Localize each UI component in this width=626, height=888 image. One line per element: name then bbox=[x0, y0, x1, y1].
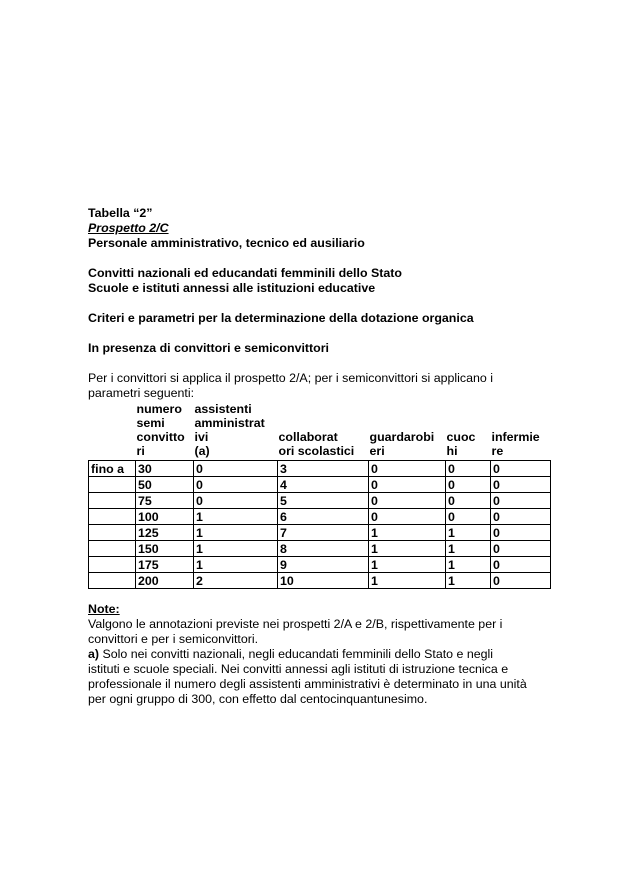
table-cell: 0 bbox=[369, 509, 446, 525]
table-cell: 0 bbox=[194, 493, 278, 509]
table-cell: 0 bbox=[194, 461, 278, 477]
table-row bbox=[89, 477, 551, 493]
table-cell: 100 bbox=[136, 509, 194, 525]
table-cell: 0 bbox=[491, 509, 551, 525]
header-numero-semiconvittori: numero semi convitto ri bbox=[136, 402, 185, 458]
table-cell: 5 bbox=[278, 493, 369, 509]
table-cell: 9 bbox=[278, 557, 369, 573]
header-collaboratori-scolastici: collaborat ori scolastici bbox=[278, 430, 355, 458]
table-cell: 0 bbox=[491, 525, 551, 541]
header-cuochi: cuoc hi bbox=[446, 430, 476, 458]
table-cell: 10 bbox=[278, 573, 369, 589]
document-page bbox=[88, 206, 558, 707]
table-cell: 1 bbox=[446, 525, 491, 541]
table-cell: 0 bbox=[369, 461, 446, 477]
table-cell: 2 bbox=[194, 573, 278, 589]
table-row bbox=[89, 493, 551, 509]
intro-line-2: parametri seguenti: bbox=[88, 386, 195, 400]
table-cell: 1 bbox=[369, 541, 446, 557]
table-cell: 0 bbox=[491, 477, 551, 493]
table-cell: 3 bbox=[278, 461, 369, 477]
spacer bbox=[88, 326, 558, 341]
spacer bbox=[88, 356, 558, 371]
table-cell: 1 bbox=[446, 573, 491, 589]
table-cell bbox=[89, 525, 136, 541]
table-cell: 150 bbox=[136, 541, 194, 557]
table-cell: 8 bbox=[278, 541, 369, 557]
table-cell: 0 bbox=[491, 541, 551, 557]
notes-section bbox=[88, 602, 558, 707]
table-cell: 4 bbox=[278, 477, 369, 493]
table-cell: 6 bbox=[278, 509, 369, 525]
prospetto-label: Prospetto 2/C bbox=[88, 221, 169, 235]
table-cell bbox=[89, 493, 136, 509]
table-cell: 0 bbox=[369, 477, 446, 493]
table-row bbox=[89, 573, 551, 589]
presenza-heading: In presenza di convittori e semiconvittori bbox=[88, 341, 329, 355]
table-row bbox=[89, 541, 551, 557]
table-cell: 7 bbox=[278, 525, 369, 541]
table-row bbox=[89, 509, 551, 525]
table-cell: 1 bbox=[369, 525, 446, 541]
header-infermiere: infermie re bbox=[491, 430, 540, 458]
table-cell: 125 bbox=[136, 525, 194, 541]
table-cell bbox=[89, 509, 136, 525]
table-cell: 0 bbox=[491, 461, 551, 477]
personale-heading: Personale amministrativo, tecnico ed ausiliario bbox=[88, 236, 365, 250]
note-para-2-line-2: istituti e scuole speciali. Nei convitti annessi agli istituti di istruzione tecnica e bbox=[88, 662, 509, 676]
istituzioni-line-1: Convitti nazionali ed educandati femminili dello Stato bbox=[88, 266, 402, 280]
table-cell: 1 bbox=[369, 573, 446, 589]
table-row bbox=[89, 557, 551, 573]
table-cell: 0 bbox=[491, 557, 551, 573]
note-a-label: a) bbox=[88, 647, 100, 661]
note-para-2-line-4: per ogni gruppo di 300, con effetto dal centocinquantunesimo. bbox=[88, 692, 428, 706]
table-cell: 1 bbox=[194, 557, 278, 573]
table-cell bbox=[89, 477, 136, 493]
table-cell: 0 bbox=[446, 509, 491, 525]
table-row bbox=[89, 525, 551, 541]
table-cell: 75 bbox=[136, 493, 194, 509]
criteri-heading: Criteri e parametri per la determinazione della dotazione organica bbox=[88, 311, 474, 325]
staffing-table bbox=[88, 402, 551, 589]
table-header-row bbox=[89, 402, 551, 461]
table-cell bbox=[89, 573, 136, 589]
table-cell: 1 bbox=[369, 557, 446, 573]
table-cell: 1 bbox=[194, 541, 278, 557]
table-cell: 0 bbox=[369, 493, 446, 509]
table-title: Tabella “2” bbox=[88, 206, 153, 220]
table-cell: 1 bbox=[446, 541, 491, 557]
table-cell bbox=[89, 541, 136, 557]
table-cell: 0 bbox=[446, 493, 491, 509]
table-cell: 1 bbox=[446, 557, 491, 573]
header-empty bbox=[89, 402, 136, 461]
table-cell: 0 bbox=[446, 477, 491, 493]
table-row bbox=[89, 461, 551, 477]
table-cell: 0 bbox=[446, 461, 491, 477]
table-cell: 200 bbox=[136, 573, 194, 589]
table-cell: 0 bbox=[194, 477, 278, 493]
table-cell: 30 bbox=[136, 461, 194, 477]
table-cell bbox=[89, 557, 136, 573]
spacer bbox=[88, 296, 558, 311]
table-cell: 175 bbox=[136, 557, 194, 573]
note-para-1-line-1: Valgono le annotazioni previste nei prospetti 2/A e 2/B, rispettivamente per i bbox=[88, 617, 503, 631]
header-guardarobieri: guardarobi eri bbox=[369, 430, 435, 458]
note-para-2-line-1 bbox=[88, 647, 558, 662]
table-cell: 1 bbox=[194, 525, 278, 541]
table-cell: 50 bbox=[136, 477, 194, 493]
table-cell: 1 bbox=[194, 509, 278, 525]
intro-line-1: Per i convittori si applica il prospetto 2/A; per i semiconvittori si applicano i bbox=[88, 371, 493, 385]
header-assistenti-amministrativi: assistenti amministrat ivi (a) bbox=[194, 402, 265, 458]
note-para-2-line-3: professionale il numero degli assistenti amministrativi è determinato in una unità bbox=[88, 677, 527, 691]
note-para-1-line-2: convittori e per i semiconvittori. bbox=[88, 632, 259, 646]
table-cell: 0 bbox=[491, 573, 551, 589]
table-cell: 0 bbox=[491, 493, 551, 509]
spacer bbox=[88, 251, 558, 266]
note-a-text: Solo nei convitti nazionali, negli educandati femminili dello Stato e negli bbox=[99, 647, 494, 661]
note-title: Note: bbox=[88, 602, 120, 616]
istituzioni-line-2: Scuole e istituti annessi alle istituzioni educative bbox=[88, 281, 376, 295]
table-cell: fino a bbox=[89, 461, 136, 477]
